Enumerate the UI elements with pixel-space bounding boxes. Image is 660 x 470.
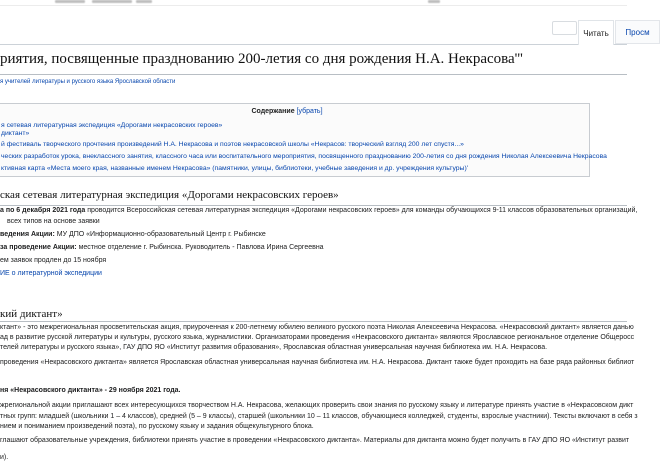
label-bold: за проведение Акции: (0, 243, 77, 251)
paragraph-text: проводится Всероссийская сетевая литературная экспедиция «Дорогами некрасовских героев» для команды обучающихся 9-11 классов образовательных организаций, (85, 207, 638, 214)
chrome-divider (0, 5, 627, 6)
paragraph-line: жрегиональной акции приглашают всех интересующихся творчеством Н.А. Некрасова, желающих проверить свои знания по русскому языку и литературе принять участие в «Некрасовском дикт (0, 402, 634, 409)
paragraph-line: нием и пониманием произведений поэта), по русскому языку и задания общекультурного блока. (0, 423, 314, 430)
section-heading: кий диктант» (0, 308, 63, 320)
toc-header-row (0, 108, 589, 115)
toc-header: Содержание (251, 108, 295, 115)
paragraph-line: проведения «Некрасовского диктанта» является Ярославская областная универсальная научная библиотека им. Н.А. Некрасова. Диктант также будет проходить на базе ряда районных библиот (0, 359, 635, 366)
partial-tab-fragment[interactable] (552, 21, 577, 35)
label-bold: ведения Акции: (0, 231, 55, 238)
paragraph-line: глашают образовательные учреждения, библиотеки принять участие в проведении «Некрасовского диктанта». Материалы для диктанта можно будет получить в ГАУ ДПО ЯО «Институт развит (0, 437, 630, 444)
paragraph-text: местное отделение г. Рыбинска. Руководитель - Павлова Ирина Сергеевна (76, 243, 324, 251)
section-underline (0, 205, 627, 206)
paragraph-line (0, 207, 637, 216)
site-subtitle-link[interactable]: я учителей литературы и русского языка Ярославской области (0, 79, 176, 85)
browser-chrome-remnant (136, 0, 152, 3)
paragraph-line (0, 231, 266, 240)
paragraph-line: телей литературы и русского языка», ГАУ ДПО ЯО «Институт развития образования», Ярославская областная универсальная научная библиотека им. Н.А. Некрасова. (0, 344, 548, 351)
toc-item[interactable]: й фестиваль творческого прочтения произведений Н.А. Некрасова и поэтов некрасовской школы «Некрасов: творческий взгляд 200 лет спустя...» (1, 141, 464, 148)
toc-item[interactable]: диктант» (1, 129, 30, 137)
date-range-bold: а по 6 декабря 2021 года (0, 207, 86, 214)
paragraph-line: ем заявок продлен до 15 ноября (0, 256, 107, 264)
dictation-date-bold: ня «Некрасовского диктанта» - 29 ноября 2021 года. (0, 387, 181, 394)
tab-read[interactable]: Читать (578, 20, 614, 45)
toc-toggle[interactable]: [убрать] (296, 108, 323, 115)
paragraph-line (0, 244, 324, 253)
browser-chrome-remnant (92, 0, 132, 3)
toc-item[interactable]: ческих разработок урока, внеклассного занятия, классного часа или воспитательного мероприятия, посвященного празднованию 200-летия со дня рождения Николая Алексеевича Некрасова (1, 153, 607, 160)
paragraph-text: МУ ДПО «Информационно-образовательный Центр г. Рыбинске (54, 231, 266, 238)
page-title: риятия, посвященные празднованию 200-летия со дня рождения Н.А. Некрасова''' (0, 51, 523, 67)
regulations-link[interactable]: ИЕ о литературной экспедиции (0, 270, 102, 277)
browser-chrome-remnant (428, 0, 440, 3)
paragraph-line: и). (0, 454, 9, 461)
section-underline (0, 321, 627, 322)
paragraph-line: ктант» - это межрегиональная просветительская акция, приуроченная к 200-летнему юбилею великого русского поэта Николая Алексеевича Некрасова. «Некрасовский диктант» является данью (0, 324, 634, 331)
toc (0, 103, 607, 177)
content-top-border (0, 44, 627, 45)
toc-item[interactable]: ктивная карта «Места моего края, названные именем Некрасова» (памятники, улицы, библиотеки, учебные заведения и др. учреждения культуры)' (1, 165, 469, 172)
toc-item[interactable]: я сетевая литературная экспедиция «Дорогами некрасовских героев» (1, 122, 223, 129)
paragraph-line: ад в развитие русской литературы и культуры, русского языка, журналистики. Организаторами проведения «Некрасовского диктанта» являются Ярославское региональное отделение Общеросс (0, 334, 635, 341)
tab-view-source[interactable]: Просм (615, 20, 660, 44)
browser-chrome-remnant (55, 0, 85, 3)
section-heading: ская сетевая литературная экспедиция «Дорогами некрасовских героев» (0, 189, 339, 201)
title-underline (0, 74, 627, 75)
paragraph-line: тных групп: младшей (школьники 1 – 4 классов), средней (5 – 9 классы), старшей (школьники 10 – 11 классов, обучающиеся колледжей, студенты, взрослые участники). Тексты включают в себя з (0, 412, 638, 420)
paragraph-line: всех типов на основе заявки (7, 217, 100, 225)
